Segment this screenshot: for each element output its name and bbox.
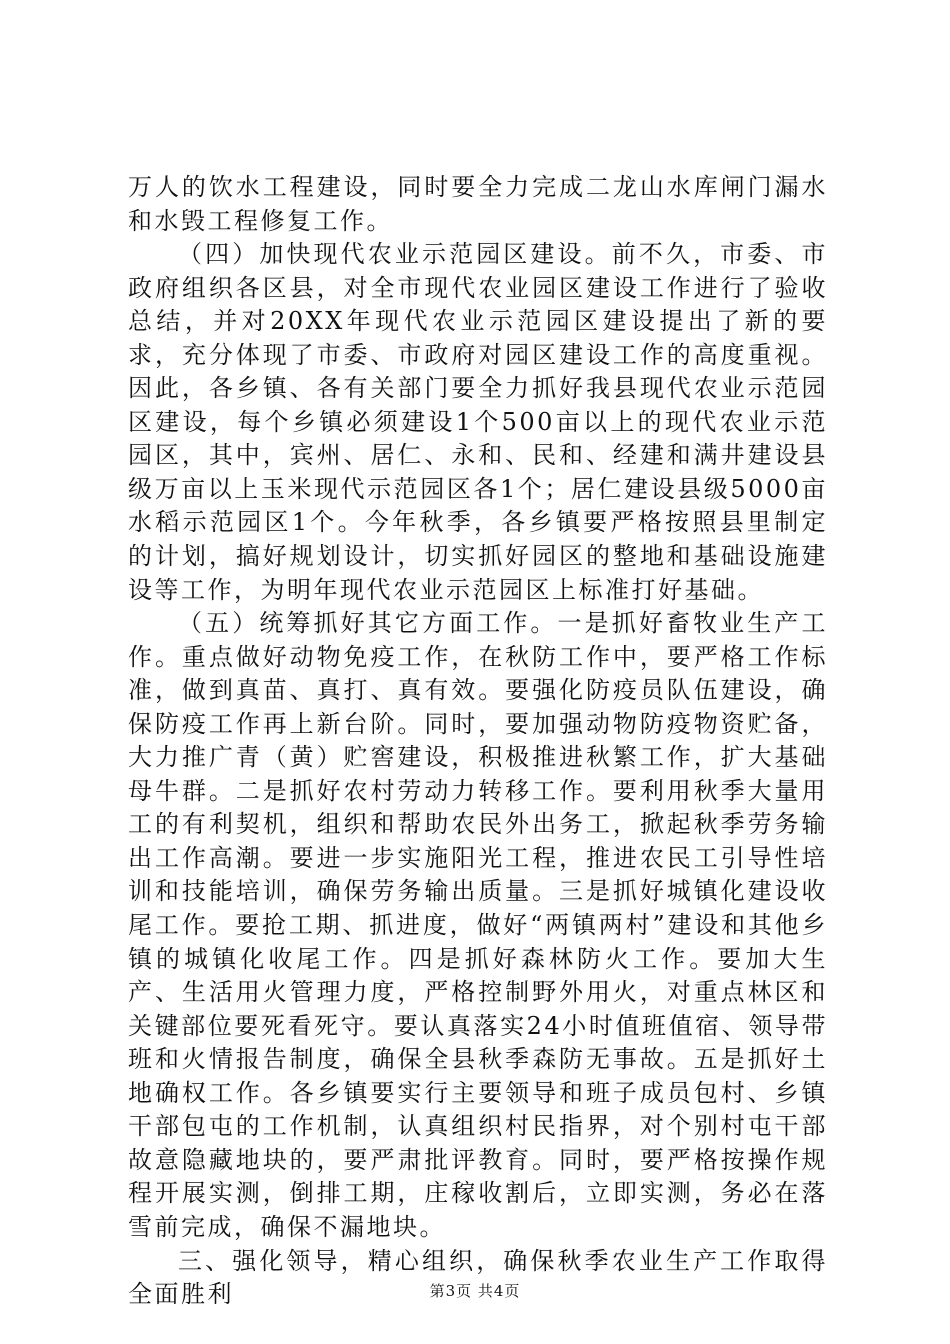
document-body <box>128 171 828 1312</box>
paragraph-water-project: 万人的饮水工程建设，同时要全力完成二龙山水库闸门漏水和水毁工程修复工作。 <box>128 173 828 235</box>
paragraph-demo-park: （四）加快现代农业示范园区建设。前不久，市委、市政府组织各区县，对全市现代农业园区建设工作进行了验收总结，并对20XX年现代农业示范园区建设提出了新的要求，充分体现了市委、市政府对园区建设工作的高度重视。因此，各乡镇、各有关部门要全力抓好我县现代农业示范园区建设，每个乡镇必须建设1个500亩以上的现代农业示范园区，其中，宾州、居仁、永和、民和、经建和满井建设县级万亩以上玉米现代示范园区各1个；居仁建设县级5000亩水稻示范园区1个。今年秋季，各乡镇要严格按照县里制定的计划，搞好规划设计，切实抓好园区的整地和基础设施建设等工作，为明年现代农业示范园区上标准打好基础。 <box>128 240 828 604</box>
paragraph-other-work: （五）统筹抓好其它方面工作。一是抓好畜牧业生产工作。重点做好动物免疫工作，在秋防工作中，要严格工作标准，做到真苗、真打、真有效。要强化防疫员队伍建设，确保防疫工作再上新台阶。同时，要加强动物防疫物资贮备，大力推广青（黄）贮窖建设，积极推进秋繁工作，扩大基础母牛群。二是抓好农村劳动力转移工作。要利用秋季大量用工的有利契机，组织和帮助农民外出务工，掀起秋季劳务输出工作高潮。要进一步实施阳光工程，推进农民工引导性培训和技能培训，确保劳务输出质量。三是抓好城镇化建设收尾工作。要抢工期、抓进度，做好“两镇两村”建设和其他乡镇的城镇化收尾工作。四是抓好森林防火工作。要加大生产、生活用火管理力度，严格控制野外用火，对重点林区和关键部位要死看死守。要认真落实24小时值班值宿、领导带班和火情报告制度，确保全县秋季森防无事故。五是抓好土地确权工作。各乡镇要实行主要领导和班子成员包村、乡镇干部包屯的工作机制，认真组织村民指界，对个别村屯干部故意隐藏地块的，要严肃批评教育。同时，要严格按操作规程开展实测，倒排工期，庄稼收割后，立即实测，务必在落雪前完成，确保不漏地块。 <box>128 609 828 1241</box>
page-number-footer: 第3页 共4页 <box>429 1282 521 1300</box>
section-heading-leadership: 三、强化领导，精心组织，确保秋季农业生产工作取得全面胜利 <box>128 1246 828 1309</box>
